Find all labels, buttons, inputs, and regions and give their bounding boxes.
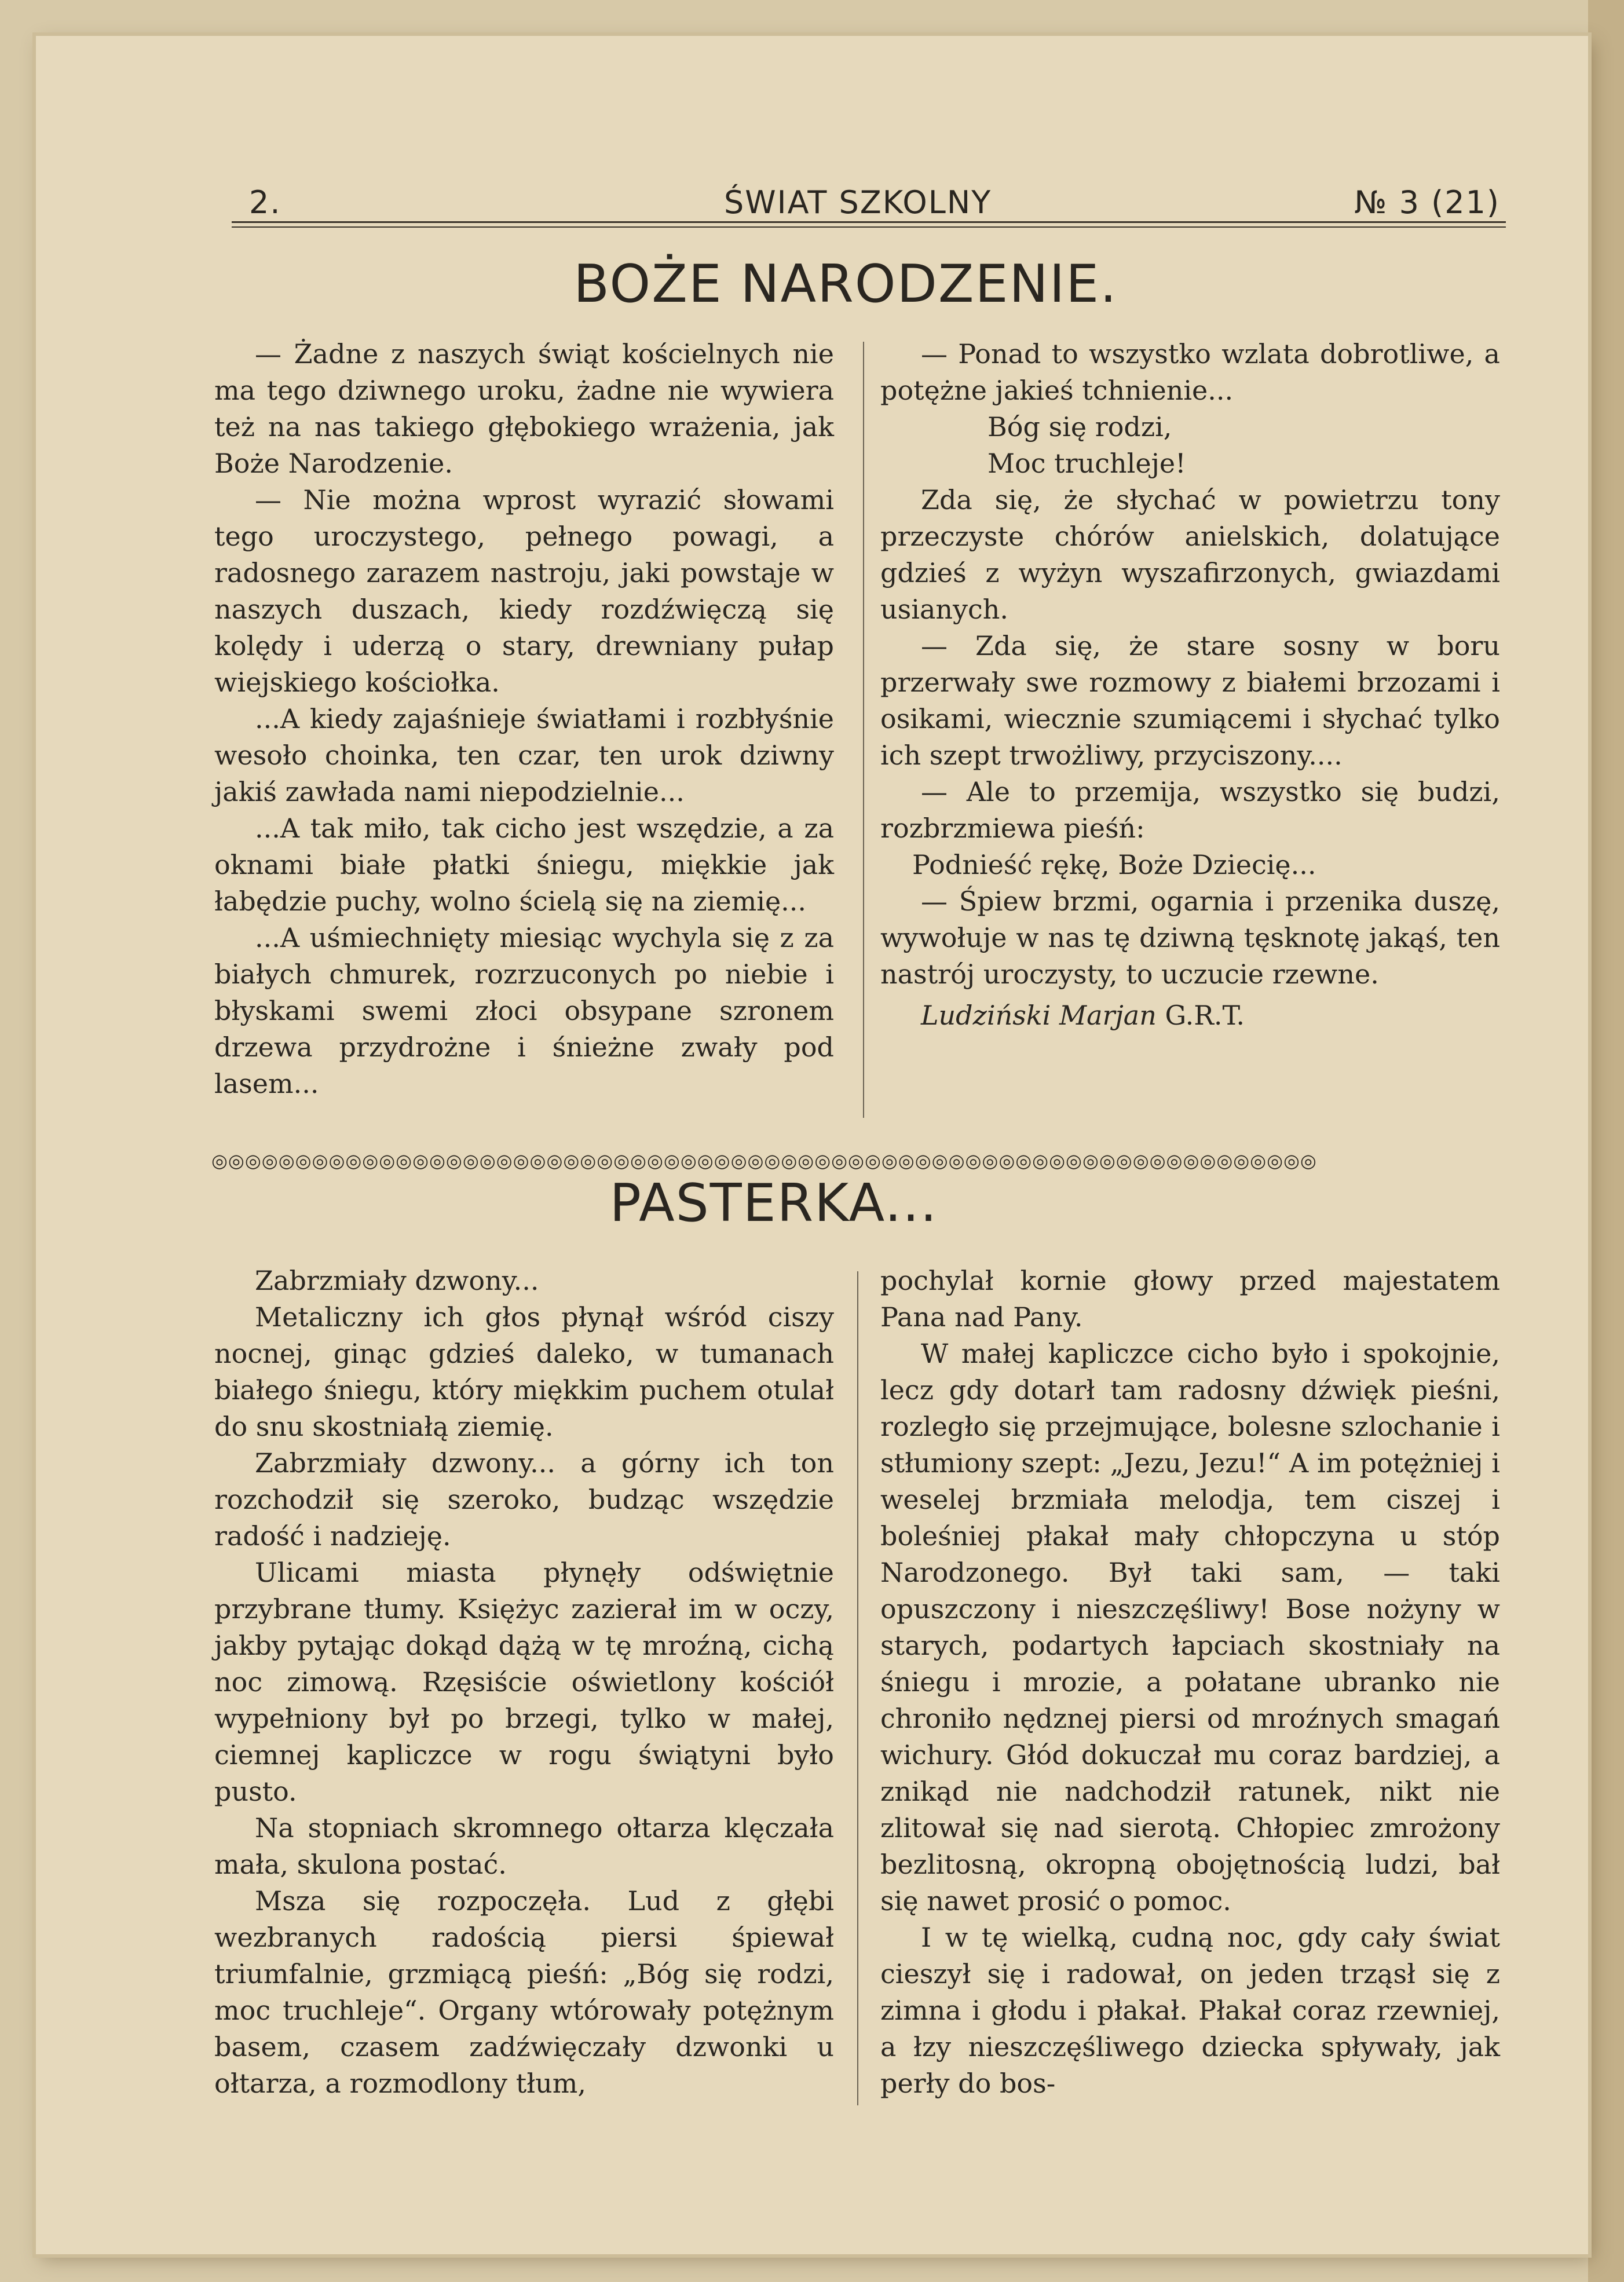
column-divider xyxy=(863,342,864,1118)
paragraph: Metaliczny ich głos płynął wśród ciszy nocnej, ginąc gdzieś daleko, w tumanach białego śniegu, który miękkim puchem otulał do snu skostniałą ziemię. xyxy=(214,1301,834,1442)
article1-right-column xyxy=(880,336,1500,1034)
poem-line: Bóg się rodzi, xyxy=(987,411,1172,442)
article-title-pasterka: PASTERKA... xyxy=(609,1173,938,1234)
poem-line: Podnieść rękę, Boże Dziecię... xyxy=(912,849,1316,880)
article1-left-column xyxy=(214,336,834,1102)
header-rule xyxy=(232,221,1506,228)
author-signature xyxy=(880,997,1500,1034)
paragraph: ...A kiedy zajaśnieje światłami i rozbłyśnie wesoło choinka, ten czar, ten urok dziwny jakiś zawłada nami niepodzielnie... xyxy=(214,703,834,807)
paragraph: — Ponad to wszystko wzlata dobrotliwe, a potężne jakieś tchnienie... xyxy=(880,338,1500,406)
article-title-boze-narodzenie: BOŻE NARODZENIE. xyxy=(573,254,1118,314)
paragraph: — Nie można wprost wyrazić słowami tego uroczystego, pełnego powagi, a radosnego zarazem nastroju, jaki powstaje w naszych duszach, kiedy rozdźwięczą się kolędy i uderzą o stary, drewniany pułap wiejskiego kościołka. xyxy=(214,484,834,698)
paragraph: Ulicami miasta płynęły odświętnie przybrane tłumy. Księżyc zazierał im w oczy, jakby pytając dokąd dążą w tę mroźną, cichą noc zimową. Rzęsiście oświetlony kościół wypełniony był po brzegi, tylko w małej, ciemnej kapliczce w rogu świątyni było pusto. xyxy=(214,1557,834,1807)
paragraph: — Ale to przemija, wszystko się budzi, rozbrzmiewa pieśń: xyxy=(880,776,1500,844)
magazine-name: ŚWIAT SZKOLNY xyxy=(724,184,992,221)
author-name: Ludziński Marjan xyxy=(921,1000,1157,1031)
ornamental-divider: ◎◎◎◎◎◎◎◎◎◎◎◎◎◎◎◎◎◎◎◎◎◎◎◎◎◎◎◎◎◎◎◎◎◎◎◎◎◎◎◎◎◎◎◎◎◎◎◎◎◎◎◎◎◎◎◎◎◎◎◎◎◎◎◎◎◎ xyxy=(211,1150,1317,1171)
poem-line: Moc truchleje! xyxy=(987,448,1186,479)
paragraph: Msza się rozpoczęła. Lud z głębi wezbranych radością piersi śpiewał triumfalnie, grzmiącą pieśń: „Bóg się rodzi, moc truchleje“. Organy wtórowały potężnym basem, czasem zadźwięczały dzwonki u ołtarza, a rozmodlony tłum, xyxy=(214,1885,834,2099)
binding-edge xyxy=(1588,0,1624,2282)
paragraph: ...A uśmiechnięty miesiąc wychyla się z za białych chmurek, rozrzuconych po niebie i błyskami swemi złoci obsypane szronem drzewa przydrożne i śnieżne zwały pod lasem... xyxy=(214,922,834,1099)
paragraph: Zabrzmiały dzwony... xyxy=(255,1265,539,1296)
paragraph: — Zda się, że stare sosny w boru przerwały swe rozmowy z białemi brzozami i osikami, wiecznie szumiącemi i słychać tylko ich szept trwożliwy, przyciszony.... xyxy=(880,630,1500,771)
column-divider xyxy=(857,1271,858,2105)
paragraph: Zabrzmiały dzwony... a górny ich ton rozchodził się szeroko, budząc wszędzie radość i nadzieję. xyxy=(214,1447,834,1552)
paragraph: Na stopniach skromnego ołtarza klęczała mała, skulona postać. xyxy=(214,1812,834,1880)
paragraph: pochylał kornie głowy przed majestatem Pana nad Pany. xyxy=(880,1265,1500,1333)
author-tag: G.R.T. xyxy=(1165,1000,1245,1031)
article2-right-column xyxy=(880,1263,1500,2102)
paragraph: W małej kapliczce cicho było i spokojnie, lecz gdy dotarł tam radosny dźwięk pieśni, rozległo się przejmujące, bolesne szlochanie i stłumiony szept: „Jezu, Jezu!“ A im potężniej i weselej brzmiała melodja, tem ciszej i boleśniej płakał mały chłopczyna u stóp Narodzonego. Był taki sam, — taki opuszczony i nieszczęśliwy! Bose nożyny w starych, podartych łapciach skostniały na śniegu i mrozie, a połatane ubranko nie chroniło nędznej piersi od mroźnych smagań wichury. Głód dokuczał mu coraz bardziej, a znikąd nie nadchodził ratunek, nikt nie zlitował się nad sierotą. Chłopiec zmrożony bezlitosną, okropną obojętnością ludzi, bał się nawet prosić o pomoc. xyxy=(880,1338,1500,1917)
page-number: 2. xyxy=(249,184,281,221)
article2-left-column xyxy=(214,1263,834,2102)
paragraph: Zda się, że słychać w powietrzu tony przeczyste chórów anielskich, dolatujące gdzieś z wyżyn wyszafirzonych, gwiazdami usianych. xyxy=(880,484,1500,625)
issue-number: № 3 (21) xyxy=(1354,184,1500,221)
paragraph: — Śpiew brzmi, ogarnia i przenika duszę, wywołuje w nas tę dziwną tęsknotę jakąś, ten nastrój uroczysty, to uczucie rzewne. xyxy=(880,886,1500,990)
paragraph: — Żadne z naszych świąt kościelnych nie ma tego dziwnego uroku, żadne nie wywiera też na nas takiego głębokiego wrażenia, jak Boże Narodzenie. xyxy=(214,338,834,479)
paragraph: ...A tak miło, tak cicho jest wszędzie, a za oknami białe płatki śniegu, miękkie jak łabędzie puchy, wolno ścielą się na ziemię... xyxy=(214,813,834,917)
paragraph: I w tę wielką, cudną noc, gdy cały świat cieszył się i radował, on jeden trząsł się z zimna i głodu i płakał. Płakał coraz rzewniej, a łzy nieszczęśliwego dziecka spływały, jak perły do bos- xyxy=(880,1922,1500,2099)
running-header xyxy=(249,184,1500,225)
